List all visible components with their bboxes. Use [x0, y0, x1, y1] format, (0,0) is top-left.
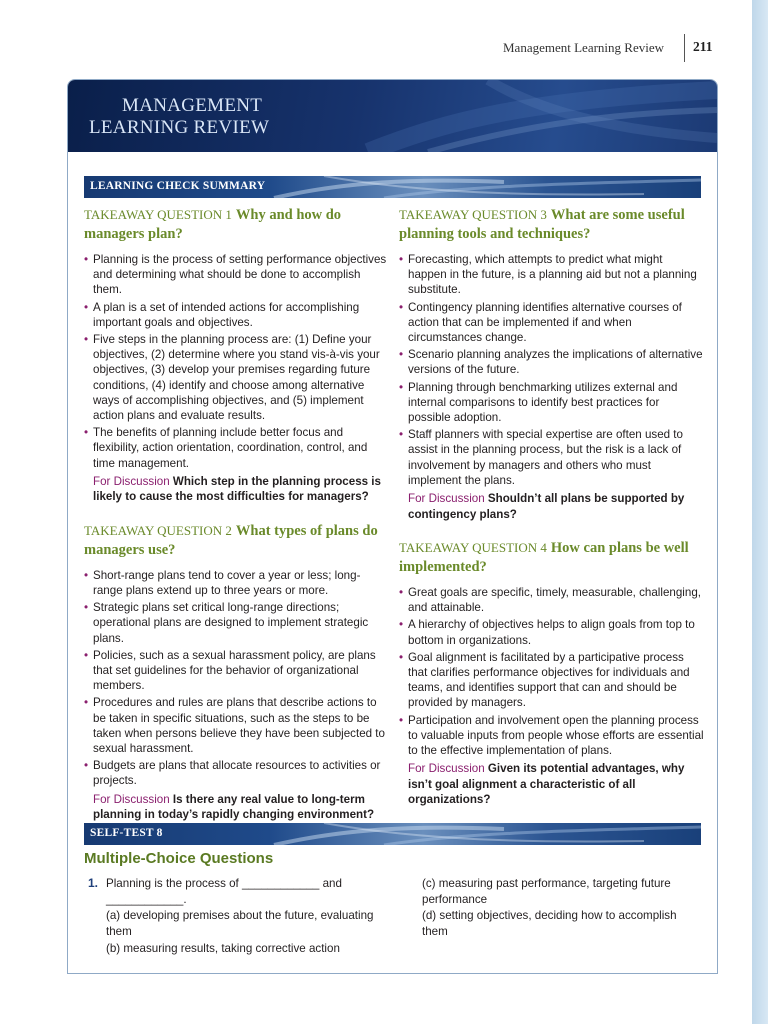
discussion-label: For Discussion — [93, 792, 170, 806]
list-item — [399, 252, 704, 298]
self-test-bar-label: SELF-TEST 8 — [90, 827, 163, 839]
option-b[interactable] — [106, 941, 386, 957]
option-b-text: (b) measuring results, taking corrective action — [106, 942, 340, 955]
takeaway-4-bullets — [399, 585, 704, 758]
takeaway-label: TAKEAWAY QUESTION 1 — [84, 207, 232, 222]
question-number: 1. — [88, 876, 99, 890]
list-item — [84, 252, 389, 298]
bullet-dot: • — [399, 348, 404, 362]
bullet-dot: • — [84, 253, 89, 266]
bullet-text: A plan is a set of intended actions for accomplishing important goals and objectives. — [93, 300, 360, 329]
takeaway-label: TAKEAWAY QUESTION 2 — [84, 522, 232, 538]
takeaway-block-4 — [399, 538, 704, 808]
discussion-prompt-4 — [399, 761, 704, 808]
option-a[interactable] — [106, 908, 386, 939]
bullet-text: Staff planners with special expertise are often used to assist in the planning process, but the risk is a lack of involvement by managers and others who must implement the plans. — [408, 428, 683, 487]
list-item — [84, 332, 389, 423]
bullet-dot: • — [84, 601, 89, 615]
bullet-dot: • — [399, 618, 404, 632]
bullet-dot: • — [399, 650, 404, 664]
bullet-dot: • — [84, 696, 89, 710]
bullet-text: The benefits of planning include better focus and flexibility, action orientation, coordination, control, and time management. — [93, 426, 368, 470]
bar-texture — [84, 823, 701, 845]
bullet-text: Participation and involvement open the planning process to valuable inputs from people whose efforts are essential to the effective implementation of plans. — [408, 713, 704, 758]
discussion-label: For Discussion — [408, 492, 485, 506]
takeaway-block-2 — [84, 521, 389, 823]
discussion-label: For Discussion — [408, 762, 485, 776]
option-d[interactable] — [422, 908, 702, 939]
takeaway-question-3-heading — [399, 205, 704, 244]
discussion-label: For Discussion — [93, 474, 170, 488]
takeaway-question-text: What are some useful planning tools and techniques? — [399, 207, 685, 242]
bullet-dot: • — [399, 253, 404, 266]
learning-check-bar-label: LEARNING CHECK SUMMARY — [90, 180, 266, 192]
takeaway-label: TAKEAWAY QUESTION 4 — [399, 540, 547, 556]
bullet-text: Contingency planning identifies alternative courses of action that can be implemented if and when circumstances change. — [408, 300, 682, 345]
running-head — [0, 38, 752, 62]
bullet-text: Short-range plans tend to cover a year or less; long-range plans extend up to three years or more. — [93, 568, 361, 598]
takeaway-question-text: Why and how do managers plan? — [84, 207, 342, 242]
bullet-text: Policies, such as a sexual harassment policy, are plans that set guidelines for the behavior of organizational members. — [93, 648, 376, 693]
option-c[interactable] — [422, 876, 702, 907]
bullet-dot: • — [84, 426, 89, 440]
discussion-question: Is there any real value to long-term planning in today’s rapidly changing environment? — [93, 792, 375, 822]
list-item — [399, 300, 704, 346]
multiple-choice-heading: Multiple-Choice Questions — [84, 850, 274, 867]
question-text: Planning is the process of ____________ and ____________. — [106, 877, 342, 906]
bullet-text: Five steps in the planning process are: (1) Define your objectives, (2) determine where you stand vis-à-vis your objectives, (3) develop your premises regarding future conditions, (4) identify and choose among alternative ways of accomplishing objectives, and (5) implement action plans and evaluate results. — [93, 333, 380, 423]
takeaway-question-4-heading — [399, 538, 704, 577]
takeaway-block-1 — [84, 205, 389, 505]
list-item — [399, 713, 704, 759]
bullet-text: A hierarchy of objectives helps to align goals from top to bottom in organizations. — [408, 618, 695, 647]
review-banner — [68, 80, 717, 152]
bullet-dot: • — [399, 300, 404, 314]
option-d-text: (d) setting objectives, deciding how to accomplish them — [422, 909, 677, 938]
bullet-dot: • — [84, 648, 89, 662]
bullet-text: Budgets are plans that allocate resources to activities or projects. — [93, 759, 381, 788]
bullet-text: Planning through benchmarking utilizes external and internal comparisons to identify best practices for possible adoption. — [408, 380, 678, 425]
takeaway-question-2-heading — [84, 521, 389, 560]
list-item — [399, 617, 704, 647]
list-item — [84, 300, 389, 330]
list-item — [399, 427, 704, 488]
takeaway-question-text: How can plans be well implemented? — [399, 540, 689, 576]
takeaway-3-bullets — [399, 252, 704, 488]
bullet-text: Scenario planning analyzes the implications of alternative versions of the future. — [408, 348, 703, 377]
bullet-text: Planning is the process of setting performance objectives and determining what should be done to accomplish them. — [93, 253, 387, 297]
bullet-dot: • — [84, 333, 89, 347]
list-item — [84, 648, 389, 694]
banner-title-line1: MANAGEMENT — [122, 95, 263, 116]
option-c-text: (c) measuring past performance, targeting future performance — [422, 877, 671, 906]
takeaway-label: TAKEAWAY QUESTION 3 — [399, 207, 547, 222]
bullet-text: Strategic plans set critical long-range directions; operational plans are designed to implement strategic plans. — [93, 601, 369, 645]
option-a-text: (a) developing premises about the future, evaluating them — [106, 909, 374, 938]
list-item — [399, 650, 704, 711]
bullet-dot: • — [84, 568, 89, 582]
discussion-question: Shouldn’t all plans be supported by contingency plans? — [408, 492, 685, 521]
running-head-divider — [684, 34, 685, 62]
list-item — [399, 347, 704, 377]
bullet-dot: • — [84, 759, 89, 773]
bullet-dot: • — [399, 428, 404, 442]
bullet-text: Goal alignment is facilitated by a participative process that clarifies performance objectives for individuals and teams, and identifies support that can and should be provided by managers. — [408, 650, 690, 710]
list-item — [84, 695, 389, 756]
list-item — [84, 568, 389, 598]
discussion-prompt-3 — [399, 491, 704, 522]
list-item — [84, 600, 389, 646]
discussion-question: Given its potential advantages, why isn’t goal alignment a characteristic of all organizations? — [408, 762, 685, 807]
discussion-question: Which step in the planning process is likely to cause the most difficulties for managers? — [93, 474, 381, 504]
takeaway-1-bullets — [84, 252, 389, 471]
learning-check-bar — [84, 176, 701, 198]
takeaway-block-3 — [399, 205, 704, 522]
summary-right-column — [399, 205, 704, 824]
bullet-text: Procedures and rules are plans that describe actions to be taken in specific situations, such as the steps to be taken when persons believe they have been subjected to sexual harassment. — [93, 696, 385, 756]
takeaway-2-bullets — [84, 568, 389, 789]
page-number: 211 — [693, 39, 713, 54]
bullet-dot: • — [84, 300, 89, 314]
discussion-prompt-2 — [84, 792, 389, 823]
bullet-dot: • — [399, 713, 404, 727]
self-test-bar — [84, 823, 701, 845]
discussion-prompt-1 — [84, 474, 389, 505]
running-head-title: Management Learning Review — [503, 40, 664, 55]
bullet-text: Forecasting, which attempts to predict what might happen in the future, is a planning aid but not a planning substitute. — [408, 253, 697, 297]
bullet-text: Great goals are specific, timely, measurable, challenging, and attainable. — [408, 586, 701, 615]
summary-left-column — [84, 205, 389, 839]
banner-title-line2: LEARNING REVIEW — [89, 117, 270, 138]
list-item — [399, 380, 704, 426]
list-item — [84, 758, 389, 788]
takeaway-question-1-heading — [84, 205, 389, 244]
learning-review-panel — [67, 79, 718, 974]
bullet-dot: • — [399, 586, 404, 600]
takeaway-question-text: What types of plans do managers use? — [84, 522, 378, 558]
list-item — [84, 425, 389, 471]
list-item — [399, 585, 704, 615]
page-edge-decoration — [752, 0, 768, 1024]
bullet-dot: • — [399, 380, 404, 394]
